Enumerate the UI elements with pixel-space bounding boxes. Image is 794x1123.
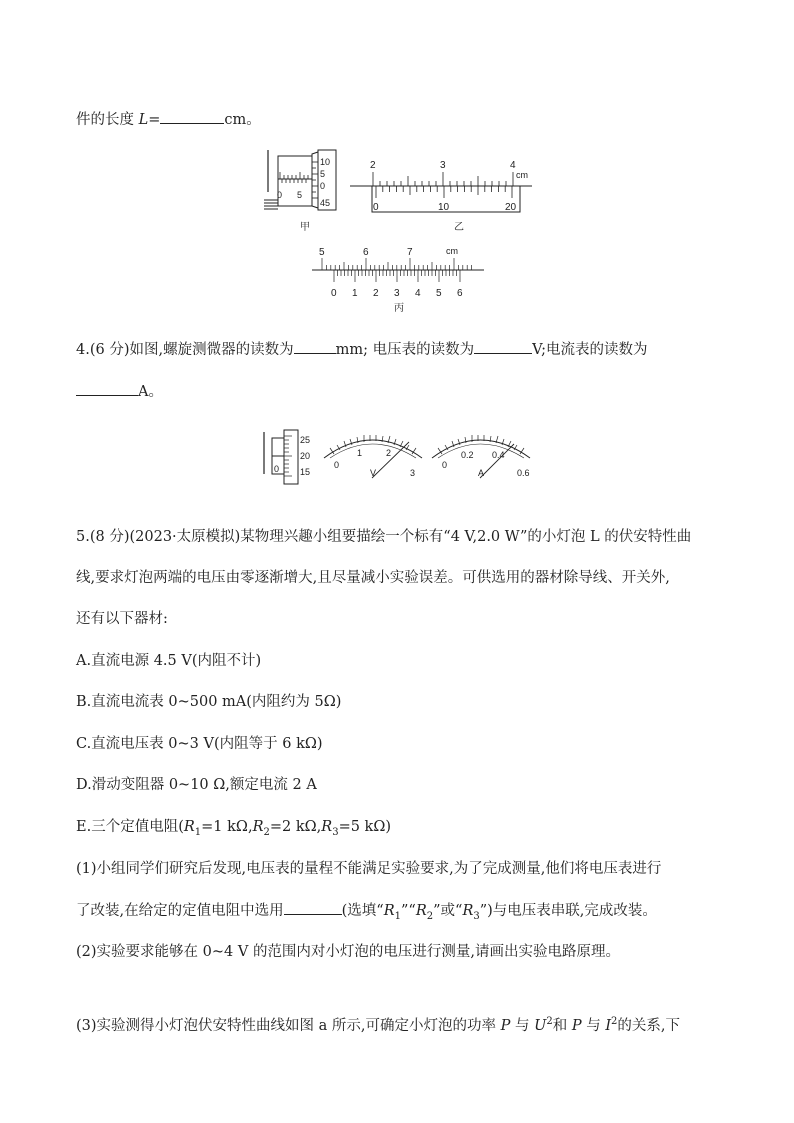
text: (3)实验测得小灯泡伏安特性曲线如图 a 所示,可确定小灯泡的功率 [76,1018,497,1034]
text: A。 [138,384,163,400]
main-tick-6: 6 [363,247,369,258]
v-tick-1: 1 [357,448,363,458]
caption-jia: 甲 [300,222,310,233]
q5-part3: (3)实验测得小灯泡伏安特性曲线如图 a 所示,可确定小灯泡的功率 P 与 $U^2$和 P 与 $I^2$的关系,下 [76,1016,681,1034]
text: 与 [515,1018,530,1034]
text: V;电流表的读数为 [532,342,648,358]
sleeve-tick-0: 0 [277,190,283,200]
equipment-B: B.直流电流表 0~500 mA(内阻约为 5Ω) [76,694,342,710]
answer-blank-ammeter[interactable] [76,381,138,396]
text: mm; 电压表的读数为 [335,342,475,358]
q5-part1-line-2: 了改装,在给定的定值电阻中选用 (选填“$R_1”“R_2$”或“$R_3$”)与电压表串联,完成改装。 [76,899,657,922]
vernier-tick-20: 20 [505,202,517,213]
v-tick-0: 0 [334,460,340,470]
text: ”“ [400,903,416,919]
q5-line-1: 5.(8 分)(2023·太原模拟)某物理兴趣小组要描绘一个标有“4 V,2.0 W”的小灯泡 L 的伏安特性曲 [76,529,692,545]
vernier-tick-1: 1 [352,288,358,299]
var-L: L [138,112,149,128]
text: =1 kΩ, [201,819,253,835]
equipment-C: C.直流电压表 0~3 V(内阻等于 6 kΩ) [76,736,323,752]
micrometer-jia [264,150,336,233]
text: 的关系,下 [617,1018,681,1034]
vernier-tick-0: 0 [331,288,337,299]
text: 4.(6 分)如图,螺旋测微器的读数为 [76,342,294,358]
text: =5 kΩ) [338,819,392,835]
caption-yi: 乙 [454,222,464,233]
a-tick-0: 0 [442,460,448,470]
text: ”)与电压表串联,完成改装。 [479,903,657,919]
thimble-tick-45: 45 [320,198,331,208]
thimble-tick-5: 5 [320,169,326,179]
q4-line-2 [76,380,163,401]
answer-blank-resistor[interactable] [284,900,342,915]
unit-cm: cm [516,170,528,180]
q5-part2: (2)实验要求能够在 0~4 V 的范围内对小灯泡的电压进行测量,请画出实验电路原理。 [76,944,621,960]
meters-figure [262,428,542,486]
text: cm。 [224,112,261,128]
a-tick-0.6: 0.6 [517,468,530,478]
a-tick-0.4: 0.4 [492,450,505,460]
answer-blank-L[interactable] [160,109,224,124]
sleeve-tick-5: 5 [297,190,303,200]
ammeter [432,435,530,478]
thimble-tick-15: 15 [300,467,311,477]
q5-part1-line-1: (1)小组同学们研究后发现,电压表的量程不能满足实验要求,为了完成测量,他们将电压表进行 [76,861,662,877]
voltmeter [324,435,422,478]
main-tick-4: 4 [510,160,516,171]
v-tick-3: 3 [410,468,416,478]
text: 件的长度 [76,112,134,128]
text: 与 [586,1018,601,1034]
length-question-line [76,108,261,129]
main-tick-2: 2 [370,160,376,171]
vernier-tick-6: 6 [457,288,463,299]
main-tick-5: 5 [319,247,325,258]
thimble-tick-20: 20 [300,451,311,461]
vernier-tick-10: 10 [438,202,450,213]
caption-bing: 丙 [394,303,404,314]
text: =2 kΩ, [269,819,322,835]
micrometer-q4 [264,430,310,484]
answer-blank-micrometer[interactable] [294,339,336,354]
equipment-E: E.三个定值电阻($R_1=1$ $k\Omega,R_2=2$ $k\Omega,R_3=5$ kΩ) [76,819,392,838]
q5-line-3: 还有以下器材: [76,611,168,627]
unit-cm: cm [446,246,458,256]
a-unit: A [478,468,485,478]
text: = [148,112,161,128]
a-tick-0.2: 0.2 [461,450,474,460]
equipment-D: D.滑动变阻器 0~10 Ω,额定电流 2 A [76,777,317,793]
vernier-tick-4: 4 [415,288,421,299]
vernier-tick-0: 0 [373,202,379,213]
v-tick-2: 2 [386,448,392,458]
text: 和 [552,1018,568,1034]
answer-blank-voltmeter[interactable] [474,339,532,354]
text: ”或“ [433,903,463,919]
text: 了改装,在给定的定值电阻中选用 [76,903,284,919]
vernier-bing [312,246,484,314]
text: E.三个定值电阻( [76,819,184,835]
q5-line-2: 线,要求灯泡两端的电压由零逐渐增大,且尽量减小实验误差。可供选用的器材除导线、开关外, [76,570,670,586]
measurement-figure-1 [260,148,540,236]
sleeve-tick-0: 0 [274,464,280,474]
thimble-tick-10: 10 [320,157,331,167]
vernier-tick-3: 3 [394,288,400,299]
thimble-tick-0: 0 [320,181,326,191]
vernier-yi [350,160,532,233]
vernier-tick-2: 2 [373,288,379,299]
measurement-figure-bing [308,244,488,316]
v-unit: V [370,468,377,478]
q4-line-1 [76,338,648,359]
thimble-tick-25: 25 [300,435,311,445]
text: (选填“ [341,903,384,919]
vernier-tick-5: 5 [436,288,442,299]
equipment-A: A.直流电源 4.5 V(内阻不计) [76,653,262,669]
main-tick-3: 3 [440,160,446,171]
main-tick-7: 7 [407,247,413,258]
anvil-base [264,200,278,209]
